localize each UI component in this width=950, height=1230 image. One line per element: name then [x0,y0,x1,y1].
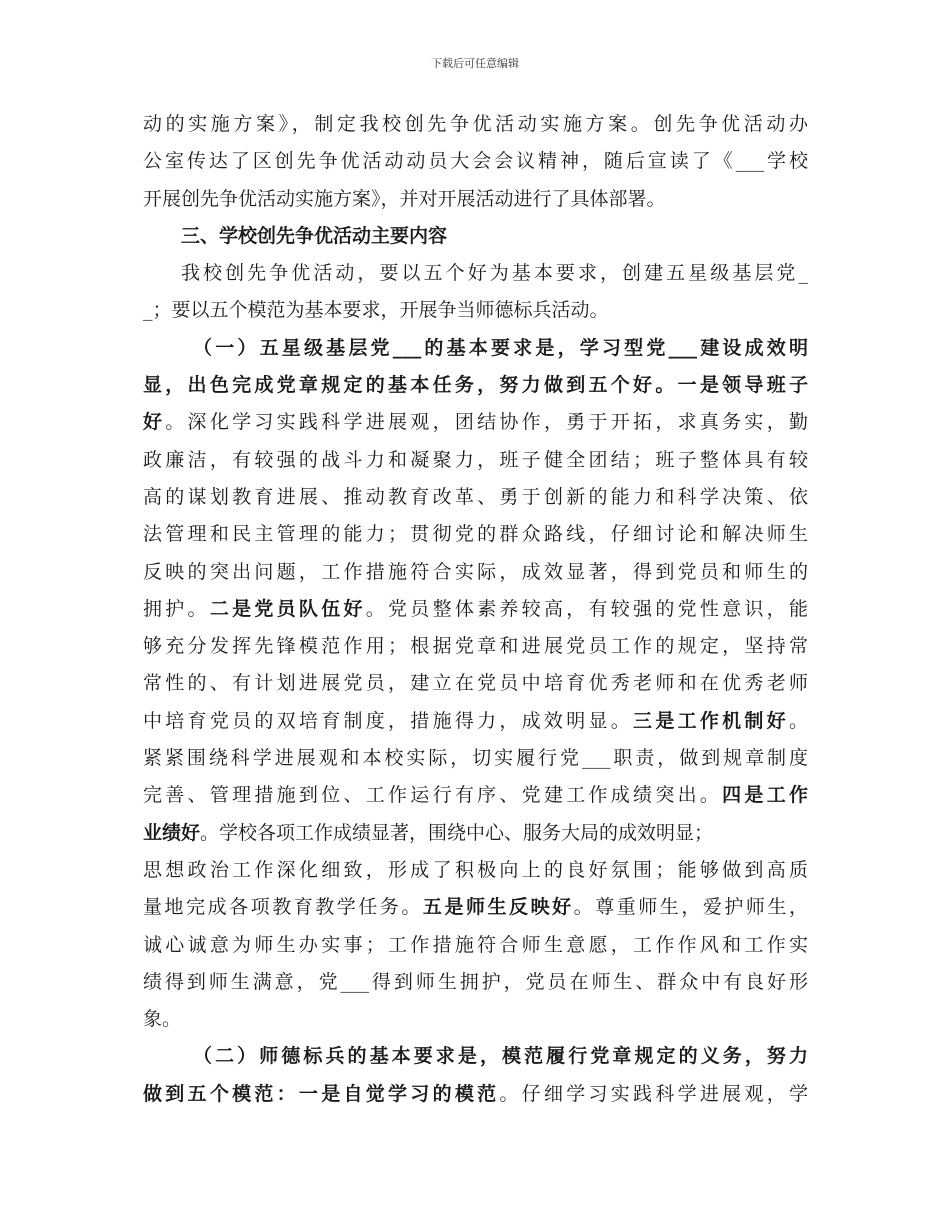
text-line [143,852,808,889]
text-span: 够充分发挥先锋模范作用；根据党章和进展党员工作的规定，坚持常 [143,635,808,658]
text-span: 拥护。 [143,597,210,620]
text-span: 诚心诚意为师生办实事；工作措施符合师生意愿，工作作风和工作实 [143,933,808,956]
text-span: 紧紧围绕科学进展观和本校实际，切实履行党___职责，做到规章制度 [143,747,808,770]
text-line [143,889,808,926]
bold-text: 显，出色完成党章规定的基本任务，努力做到五个好。一是领导班子 [143,374,808,397]
bold-text: 二是党员队伍好 [209,597,366,620]
bold-text: （一）五星级基层党___的基本要求是，学习型党___建设成效明 [193,336,808,359]
text-span: 。 [788,709,808,732]
text-line [143,516,808,553]
text-line [143,106,808,143]
document-body [143,106,808,1113]
bold-text: 五是师生反映好 [422,896,574,919]
text-line [143,181,808,218]
text-line [143,218,808,255]
text-line [143,591,808,628]
text-line [143,777,808,814]
text-span: 象。 [143,1008,182,1031]
text-span: 。尊重师生，爱护师生， [573,896,808,919]
bold-text: 做到五个模范：一是自觉学习的模范 [143,1082,500,1105]
text-span: 量地完成各项教育教学任务。 [143,896,423,919]
text-span: 公室传达了区创先争优活动动员大会会议精神，随后宣读了《___学校 [143,150,808,173]
text-line [143,367,808,404]
text-line [143,1001,808,1038]
text-span: 思想政治工作深化细致，形成了积极向上的良好氛围；能够做到高质 [143,858,808,881]
text-line [143,964,808,1001]
text-span: _；要以五个模范为基本要求，开展争当师德标兵活动。 [143,299,609,322]
bold-text: 三是工作机制好 [633,709,789,732]
text-line [143,479,808,516]
text-span: 我校创先争优活动，要以五个好为基本要求，创建五星级基层党_ [181,262,808,285]
bold-text: 业绩好 [143,821,201,844]
text-span: 中培育党员的双培育制度，措施得力，成效明显。 [143,709,634,732]
text-span: 法管理和民主管理的能力；贯彻党的群众路线，仔细讨论和解决师生 [143,523,808,546]
bold-text: 好 [143,411,166,434]
text-line [143,628,808,665]
text-span: 完善、管理措施到位、工作运行有序、党建工作成绩突出。 [143,784,723,807]
bold-text: 三、学校创先争优活动主要内容 [181,224,448,247]
text-span: 。学校各项工作成绩显著，围绕中心、服务大局的成效明显； [200,821,714,844]
text-span: 。深化学习实践科学进展观，团结协作，勇于开拓，求真务实，勤 [165,411,808,434]
bold-text: （二）师德标兵的基本要求是，模范履行党章规定的义务，努力 [193,1045,808,1068]
text-span: 常性的、有计划进展党员，建立在党员中培育优秀老师和在优秀老师 [143,672,808,695]
text-span: 政廉洁，有较强的战斗力和凝聚力，班子健全团结；班子整体具有较 [143,448,808,471]
text-span: 开展创先争优活动实施方案》，并对开展活动进行了具体部署。 [143,187,666,210]
text-line [143,143,808,180]
bold-text: 四是工作 [722,784,808,807]
text-span: 高的谋划教育进展、推动教育改革、勇于创新的能力和科学决策、依 [143,485,808,508]
text-span: 。党员整体素养较高，有较强的党性意识，能 [365,597,808,620]
text-line [143,665,808,702]
text-line [143,815,808,852]
text-line [143,255,808,292]
text-span: 绩得到师生满意，党___得到师生拥护，党员在师生、群众中有良好形 [143,970,808,993]
text-line [143,404,808,441]
text-span: 动的实施方案》，制定我校创先争优活动实施方案。创先争优活动办 [143,113,808,135]
text-line [143,1038,808,1075]
text-line [143,1076,808,1113]
text-span: 反映的突出问题，工作措施符合实际，成效显著，得到党员和师生的 [143,560,808,583]
text-line [143,330,808,367]
text-line [143,740,808,777]
text-line [143,292,808,329]
text-line [143,927,808,964]
text-line [143,554,808,591]
text-span: 。仔细学习实践科学进展观，学 [499,1082,808,1105]
text-line [143,442,808,479]
page-header: 下载后可任意编辑 [431,57,519,70]
text-line [143,703,808,740]
